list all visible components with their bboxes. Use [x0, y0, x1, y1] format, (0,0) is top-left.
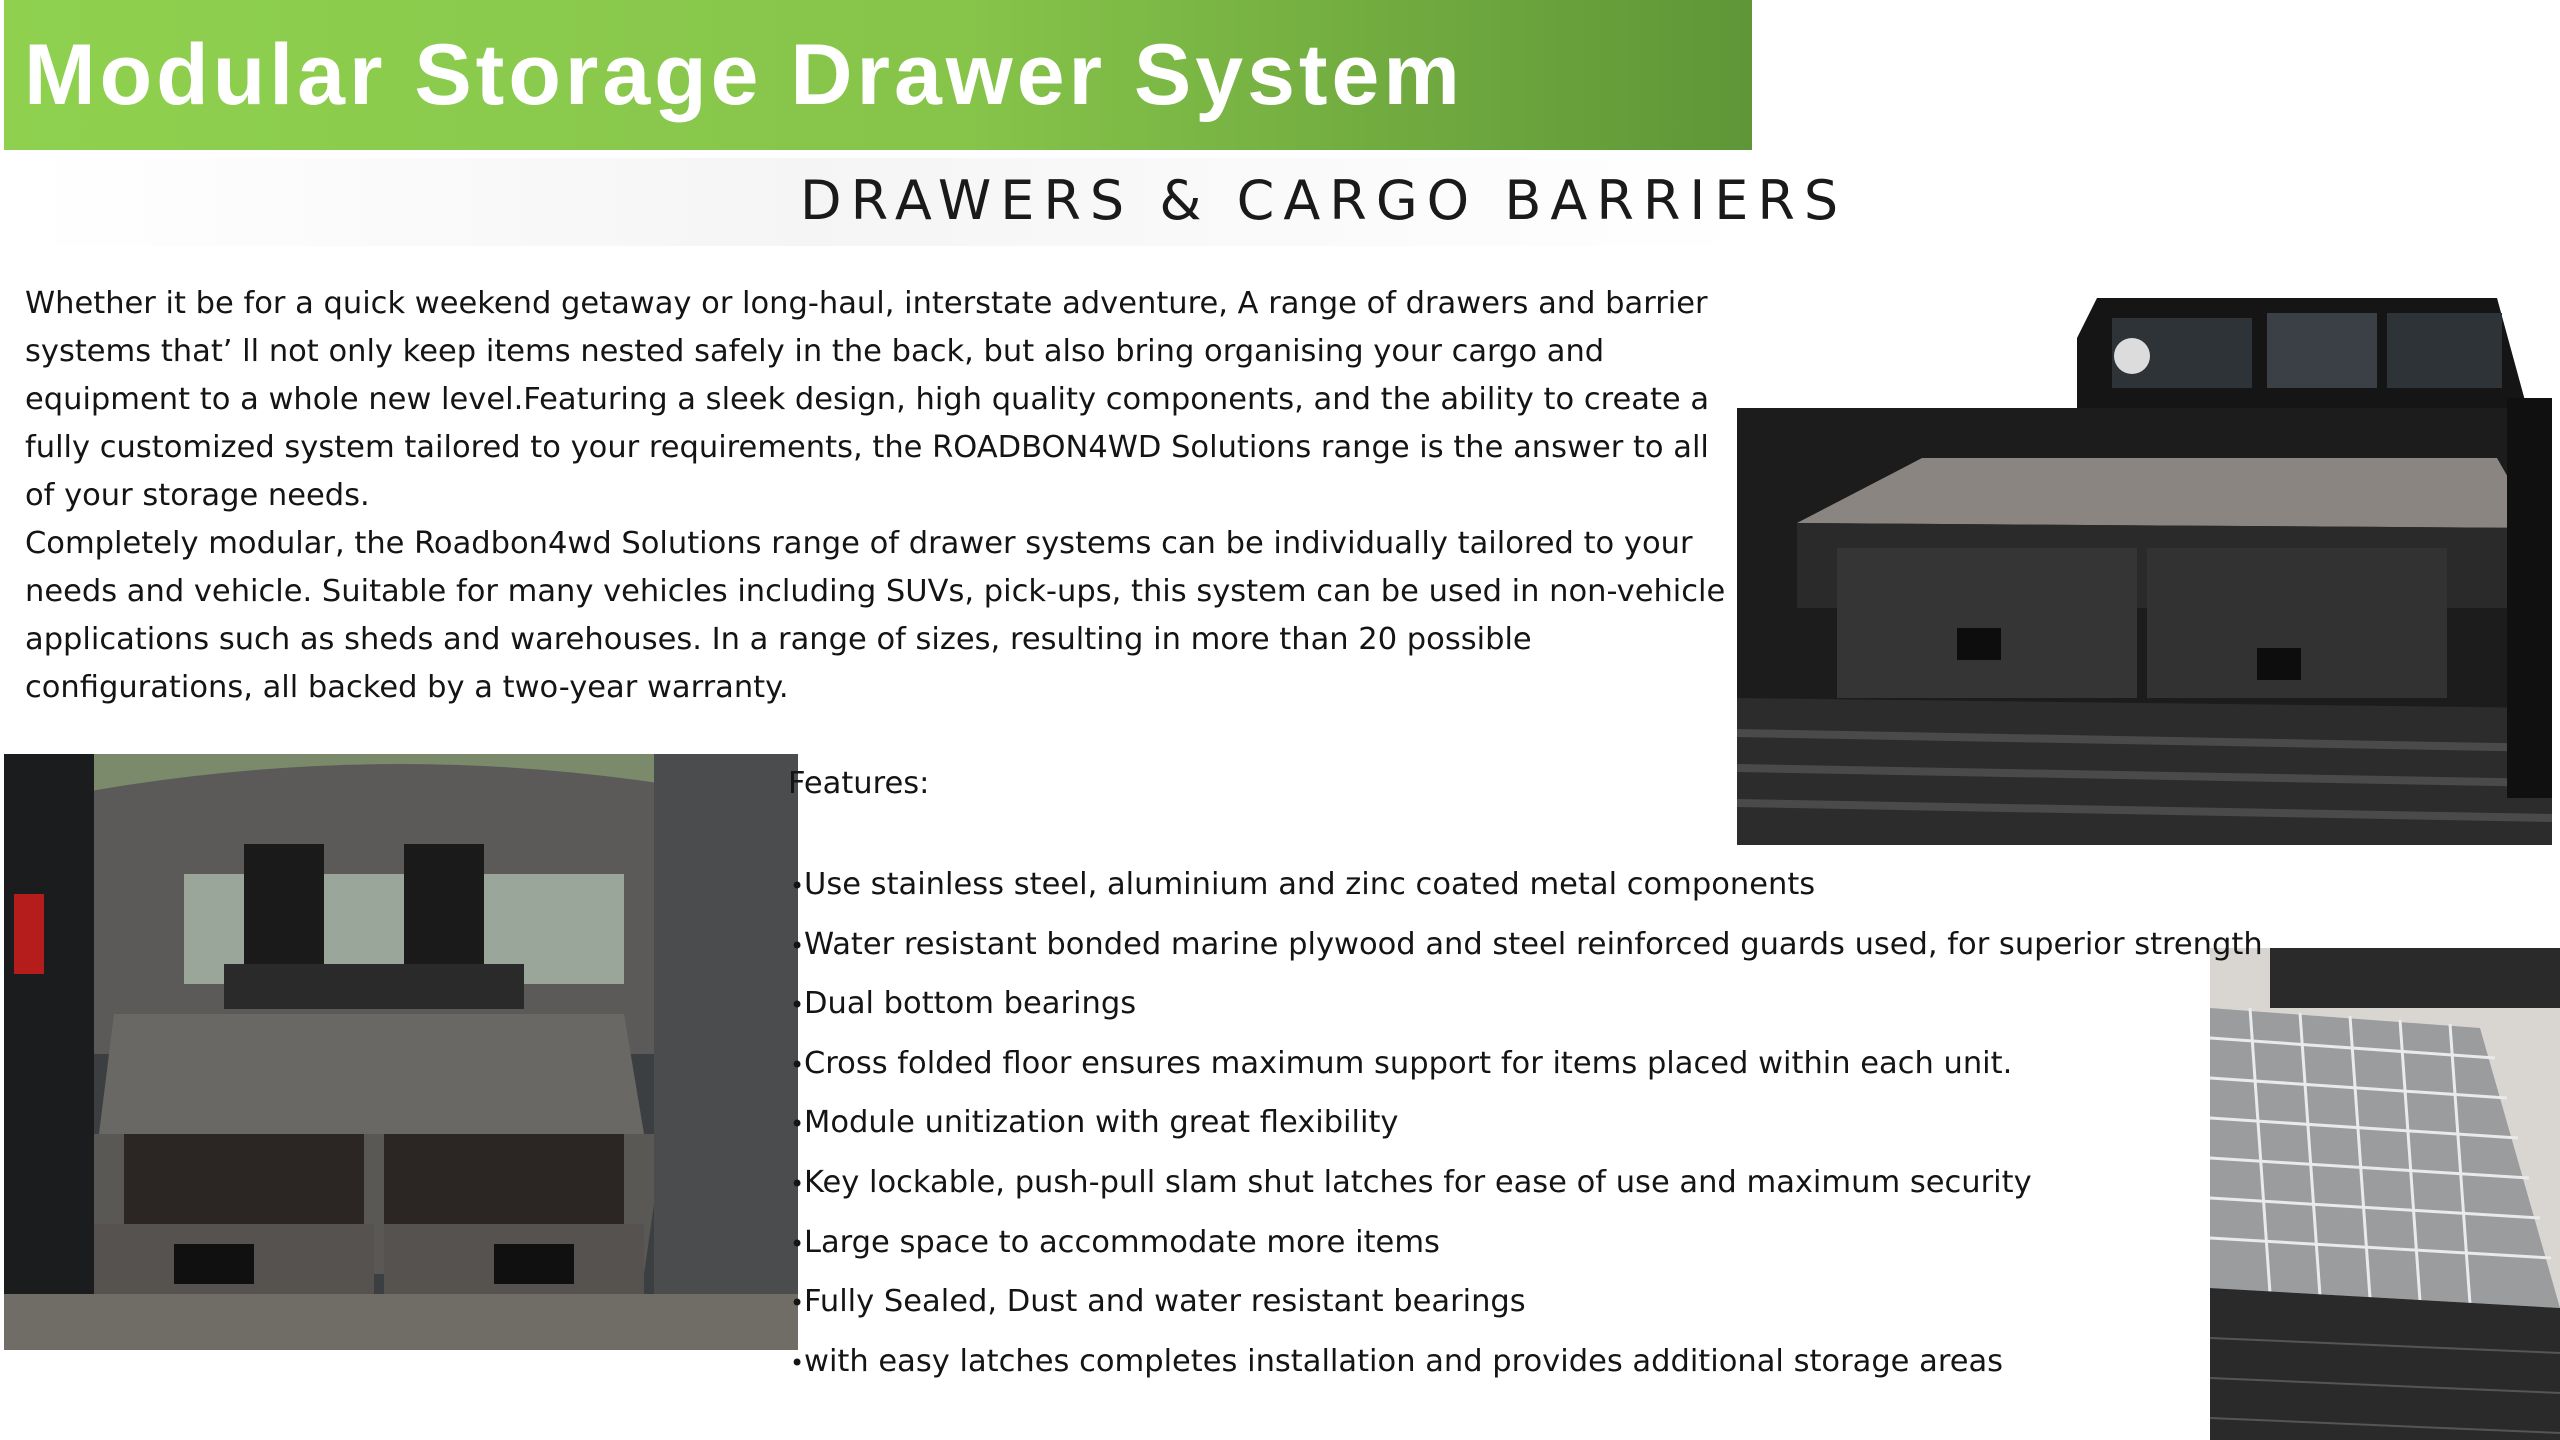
bullet-icon: • [790, 872, 805, 900]
feature-text: Dual bottom bearings [804, 986, 1137, 1022]
feature-item [790, 1154, 2263, 1214]
suv-drawer-photo [4, 754, 798, 1350]
feature-list [790, 856, 2263, 1392]
intro-paragraph-1: Whether it be for a quick weekend getaway or long-haul, interstate adventure, A range of drawers and barrier systems that’ ll not only keep items nested safely in the back, but also bring organising your cargo and equipment to a whole new level.Featuring a sleek design, high quality components, and the ability to create a fully customized system tailored to your requirements, the ROADBON4WD Solutions range is the answer to all of your storage needs. [25, 286, 1710, 513]
feature-item [790, 1273, 2263, 1333]
bullet-icon: • [790, 1289, 805, 1318]
feature-item [790, 1214, 2263, 1274]
pickup-drawer-illustration [1737, 278, 2552, 845]
pickup-drawer-photo [1737, 278, 2552, 845]
feature-item [790, 1035, 2263, 1095]
feature-item [790, 1094, 2263, 1154]
feature-text: Large space to accommodate more items [804, 1224, 1440, 1260]
feature-text: with easy latches completes installation and provides additional storage areas [804, 1343, 2004, 1379]
title-banner [4, 0, 1752, 150]
bullet-icon: • [790, 1110, 805, 1139]
section-subtitle: DRAWERS & CARGO BARRIERS [800, 169, 1848, 232]
bullet-icon: • [790, 931, 805, 960]
bullet-icon: • [790, 991, 805, 1020]
feature-text: Module unitization with great flexibility [804, 1105, 1399, 1141]
feature-item [790, 975, 2263, 1035]
intro-paragraph-2: Completely modular, the Roadbon4wd Solutions range of drawer systems can be individually tailored to your needs and vehicle. Suitable for many vehicles including SUVs, pick-ups, this system can be used in non-vehicle applications such as sheds and warehouses. In a range of sizes, resulting in more than 20 possible configurations, all backed by a two-year warranty. [25, 526, 1726, 705]
feature-text: Cross folded floor ensures maximum support for items placed within each unit. [804, 1045, 2013, 1081]
feature-text: Fully Sealed, Dust and water resistant bearings [804, 1284, 1526, 1320]
bullet-icon: • [790, 1348, 805, 1377]
feature-item [790, 856, 2263, 916]
feature-item [790, 1333, 2263, 1393]
feature-text: Use stainless steel, aluminium and zinc coated metal components [804, 867, 1816, 902]
feature-text: Water resistant bonded marine plywood and steel reinforced guards used, for superior strength [804, 926, 2263, 962]
feature-text: Key lockable, push-pull slam shut latches for ease of use and maximum security [804, 1164, 2032, 1200]
suv-drawer-illustration [4, 754, 798, 1350]
bullet-icon: • [790, 1050, 805, 1079]
page-title: Modular Storage Drawer System [24, 27, 1464, 123]
feature-item [790, 916, 2263, 976]
features-label: Features: [788, 766, 930, 801]
bullet-icon: • [790, 1169, 805, 1198]
bullet-icon: • [790, 1229, 805, 1258]
